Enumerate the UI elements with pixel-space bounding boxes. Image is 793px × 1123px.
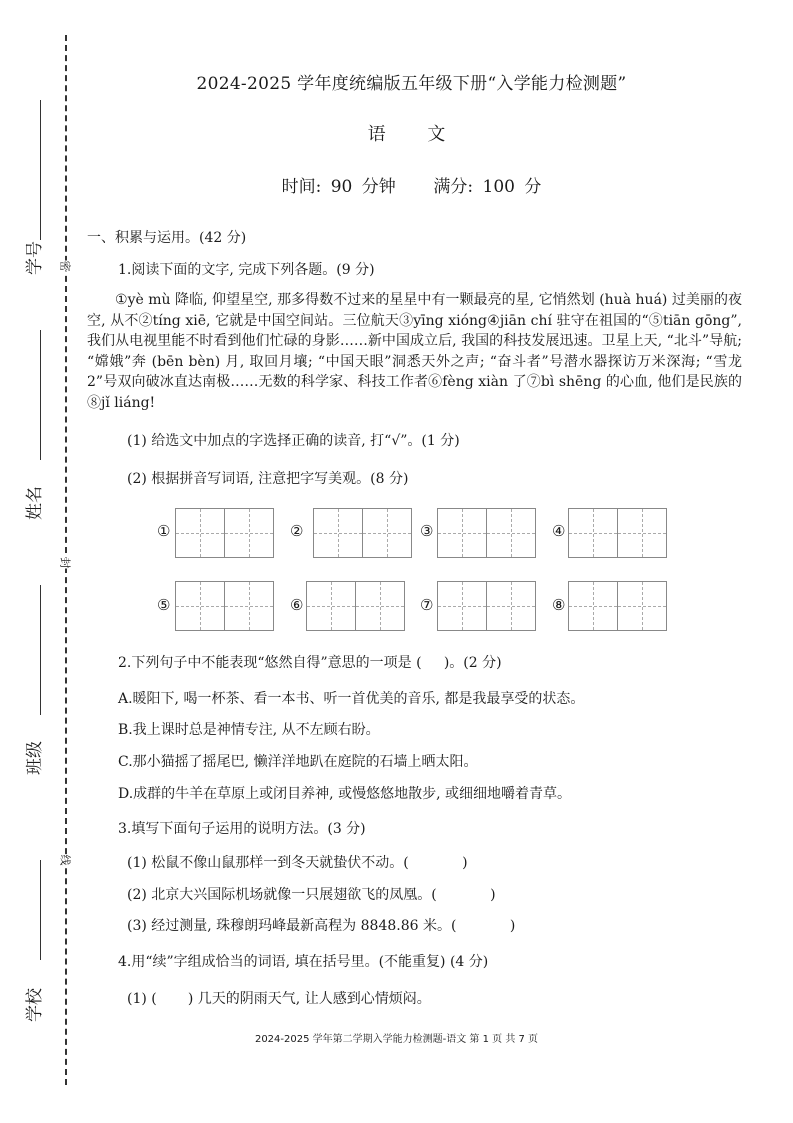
section-heading: 一、积累与运用。(42 分) — [87, 230, 247, 246]
student-id-label: 学号 — [25, 241, 45, 275]
grid-number: ⑧ — [552, 596, 566, 614]
grid-number: ③ — [420, 522, 434, 540]
writing-grid-6[interactable] — [306, 581, 405, 631]
question-3-title: 3.填写下面句子运用的说明方法。(3 分) — [118, 821, 366, 837]
writing-grid-2[interactable] — [313, 508, 412, 558]
question-4-item-1[interactable]: (1) ( ) 几天的阴雨天气, 让人感到心情烦闷。 — [127, 991, 431, 1007]
writing-grid-4[interactable] — [568, 508, 667, 558]
question-4-title: 4.用“续”字组成恰当的词语, 填在括号里。(不能重复) (4 分) — [118, 954, 489, 970]
writing-grid-1[interactable] — [175, 508, 274, 558]
grid-number: ② — [290, 522, 304, 540]
question-1-title: 1.阅读下面的文字, 完成下列各题。(9 分) — [118, 262, 375, 278]
grid-number: ⑤ — [157, 596, 171, 614]
school-label: 学校 — [25, 988, 45, 1022]
seal-marker-feng: 封 — [56, 558, 76, 569]
writing-grid-8[interactable] — [568, 581, 667, 631]
class-label: 班级 — [25, 741, 45, 775]
option-b[interactable]: B.我上课时总是神情专注, 从不左顾右盼。 — [118, 722, 380, 738]
question-1-sub-2: (2) 根据拼音写词语, 注意把字写美观。(8 分) — [127, 471, 409, 487]
question-1-sub-1: (1) 给选文中加点的字选择正确的读音, 打“√”。(1 分) — [127, 433, 460, 449]
seal-marker-mi: 密 — [56, 261, 76, 272]
name-label: 姓名 — [25, 486, 45, 520]
option-d[interactable]: D.成群的牛羊在草原上或闭目养神, 或慢悠悠地散步, 或细细地嚼着青草。 — [118, 786, 571, 802]
option-a[interactable]: A.暖阳下, 喝一杯茶、看一本书、听一首优美的音乐, 都是我最享受的状态。 — [118, 691, 585, 707]
writing-grid-7[interactable] — [437, 581, 536, 631]
option-c[interactable]: C.那小猫摇了摇尾巴, 懒洋洋地趴在庭院的石墙上晒太阳。 — [118, 754, 478, 770]
grid-number: ⑦ — [420, 596, 434, 614]
question-3-item-3[interactable]: (3) 经过测量, 珠穆朗玛峰最新高程为 8848.86 米。( ) — [127, 918, 516, 934]
grid-number: ① — [157, 522, 171, 540]
question-3-item-2[interactable]: (2) 北京大兴国际机场就像一只展翅欲飞的凤凰。( ) — [127, 887, 496, 903]
seal-marker-xian: 线 — [56, 855, 76, 866]
school-line — [40, 860, 41, 960]
page-footer: 2024-2025 学年第二学期入学能力检测题-语文 第 1 页 共 7 页 — [254, 1034, 539, 1045]
question-3-item-1[interactable]: (1) 松鼠不像山鼠那样一到冬天就蛰伏不动。( ) — [127, 855, 468, 871]
reading-passage: ①yè mù 降临, 仰望星空, 那多得数不过来的星星中有一颗最亮的星, 它悄然划 (huà huá) 过美丽的夜空, 从不②tíng xiē, 它就是中国空间站。三位航天③yīng xióng④jiān chí 驻守在祖国的“⑤tiān gōng”, 我们从电视里能不时看到他们忙碌的身影……新中国成立后, 我国的科技发展迅速。卫星上天, “北斗”导航; “嫦娥”奔 (bēn bèn) 月, 取回月壤; “中国天眼”洞悉天外之声; “奋斗者”号潜水器探访万米深海; “雪龙 2”号双向破冰直达南极……无数的科学家、科技工作者⑥fèng xiàn 了⑦bì shēng 的心血, 他们是民族的⑧jǐ liáng! — [87, 292, 742, 411]
time-score-info: 时间: 90 分钟 满分: 100 分 — [281, 177, 542, 197]
grid-number: ④ — [552, 522, 566, 540]
class-line — [40, 585, 41, 715]
question-2-title: 2.下列句子中不能表现“悠然自得”意思的一项是 ( )。(2 分) — [118, 655, 502, 671]
grid-number: ⑥ — [290, 596, 304, 614]
exam-title: 2024-2025 学年度统编版五年级下册“入学能力检测题” — [196, 74, 627, 94]
writing-grid-3[interactable] — [437, 508, 536, 558]
subject-title: 语 文 — [367, 124, 464, 145]
writing-grid-5[interactable] — [175, 581, 274, 631]
name-line — [40, 330, 41, 460]
